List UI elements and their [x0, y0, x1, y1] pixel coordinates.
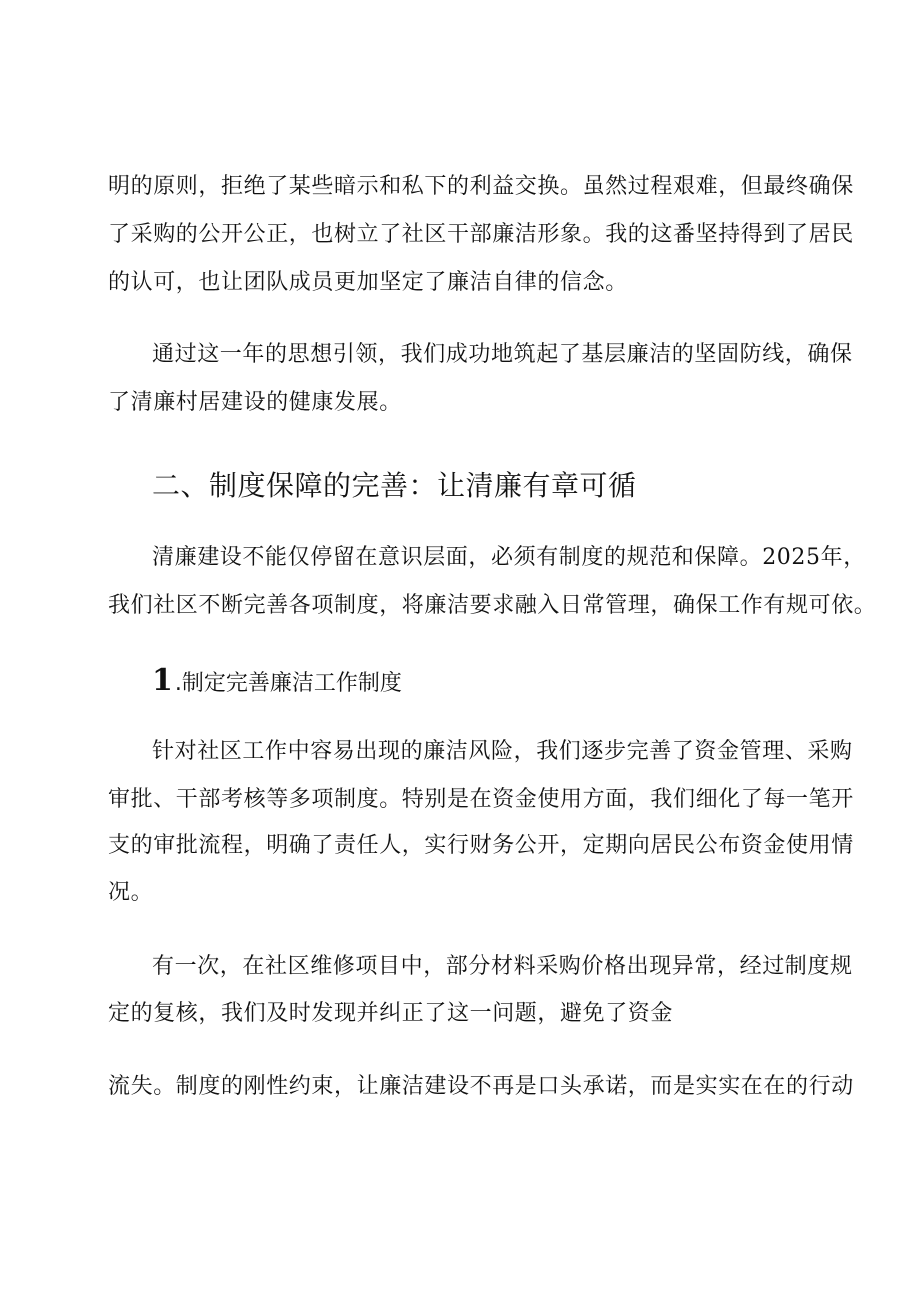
- paragraph-4-line-3: 支的审批流程，明确了责任人，实行财务公开，定期向居民公布资金使用情: [108, 833, 854, 858]
- subheading-number: 1: [152, 663, 173, 698]
- paragraph-5-line-2: 定的复核，我们及时发现并纠正了这一问题，避免了资金: [108, 1001, 674, 1026]
- section-heading: 二、制度保障的完善：让清廉有章可循: [152, 469, 637, 502]
- paragraph-2-line-2: 了清廉村居建设的健康发展。: [108, 390, 402, 415]
- paragraph-1-line-1: 明的原则，拒绝了某些暗示和私下的利益交换。虽然过程艰难，但最终确保: [108, 174, 854, 199]
- paragraph-4-line-2: 审批、干部考核等多项制度。特别是在资金使用方面，我们细化了每一笔开: [108, 787, 854, 812]
- paragraph-4-line-1: 针对社区工作中容易出现的廉洁风险，我们逐步完善了资金管理、采购: [152, 739, 853, 764]
- paragraph-5-line-1: 有一次，在社区维修项目中，部分材料采购价格出现异常，经过制度规: [152, 954, 853, 979]
- paragraph-5-line-3: 流失。制度的刚性约束，让廉洁建设不再是口头承诺，而是实实在在的行动: [108, 1074, 854, 1099]
- paragraph-3-line-2: 我们社区不断完善各项制度，将廉洁要求融入日常管理，确保工作有规可依。: [108, 593, 877, 618]
- paragraph-1-line-3: 的认可，也让团队成员更加坚定了廉洁自律的信念。: [108, 270, 628, 295]
- subheading: [152, 664, 402, 701]
- paragraph-4-line-4: 况。: [108, 880, 154, 905]
- paragraph-2-line-1: 通过这一年的思想引领，我们成功地筑起了基层廉洁的坚固防线，确保: [152, 342, 853, 367]
- paragraph-3-line-1: 清廉建设不能仅停留在意识层面，必须有制度的规范和保障。2025年，: [152, 545, 866, 570]
- subheading-text: .制定完善廉洁工作制度: [174, 671, 402, 696]
- paragraph-1-line-2: 了采购的公开公正，也树立了社区干部廉洁形象。我的这番坚持得到了居民: [108, 222, 854, 247]
